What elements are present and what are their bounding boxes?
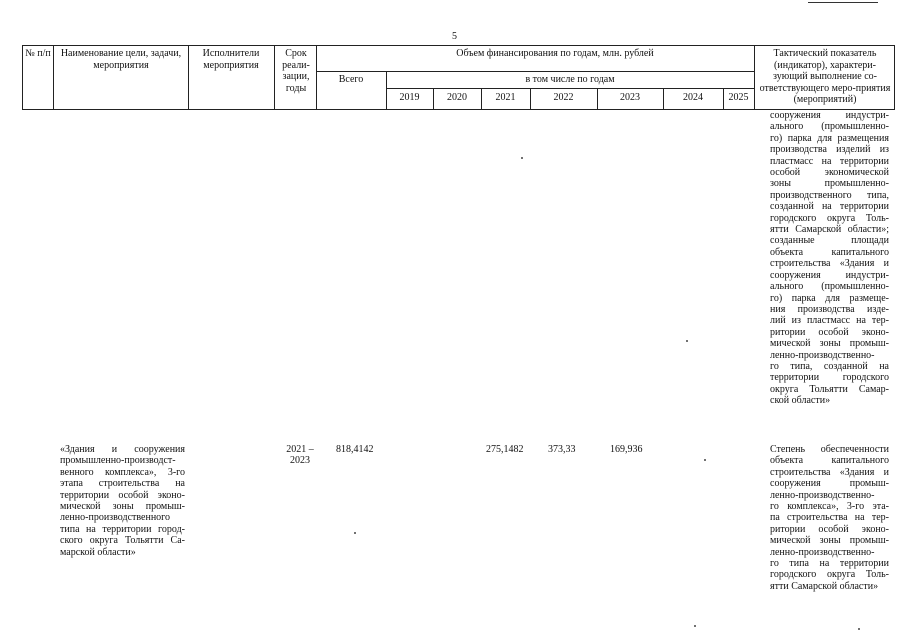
row-indicator-line: ритории особой эконо- [770,523,889,535]
row-indicator-line: строительства «Здания и [770,466,889,478]
row-name-line: венного комплекса», 3-го [60,466,185,478]
continuation-line: территории городского [770,372,889,384]
border-no [53,45,54,109]
continuation-line: сооружения индустри- [770,110,889,121]
header-including: в том числе по годам [525,74,615,85]
indicator-continuation [770,110,889,407]
border-left [22,45,23,109]
continuation-line: особой экономической [770,167,889,179]
years-sub-rule [386,88,754,89]
continuation-line: ритории особой эконо- [770,326,889,338]
scan-speck [704,459,706,461]
row-name-line: ленно-производственного [60,512,171,524]
continuation-line: строительства «Здания и [770,258,889,270]
continuation-line: го) парка для размещения [770,132,889,144]
page-number: 5 [452,31,457,42]
scan-speck [521,157,523,159]
row-value-2022: 373,33 [548,444,576,455]
header-year-2022: 2022 [553,92,574,103]
row-name-line: «Здания и сооружения [60,444,185,455]
continuation-line: ской области» [770,395,831,407]
row-indicator-line: го комплекса», 3-го эта- [770,501,889,513]
row-name-line: ского округа Тольятти Са- [60,535,185,547]
row-indicator-line: городского округа Толь- [770,569,889,581]
header-year-2025: 2025 [728,92,749,103]
header-year-2020: 2020 [447,92,467,103]
row-name-line: территории особой эконо- [60,489,185,501]
row-name-line: мической зоны промыш- [60,501,185,513]
continuation-line: ния производства изде- [770,303,889,315]
border-funding [754,45,755,109]
row-total: 818,4142 [336,444,374,455]
header-year-2019: 2019 [399,92,420,103]
header-year-2024: 2024 [683,92,703,103]
header-no: № п/п [25,48,51,59]
header-bottom-rule [22,109,895,110]
row-indicator-line: ленно-производственно- [770,546,875,558]
header-year-2021: 2021 [495,92,516,103]
row-name-line: типа на территории город- [60,523,185,535]
border-name [188,45,189,109]
funding-sub-rule [316,71,754,72]
continuation-line: ального (промышленно- [770,281,889,293]
continuation-line: ленно-производственно- [770,349,875,361]
continuation-line: го) парка для размеще- [770,292,889,304]
border-exec [274,45,275,109]
header-year-2023: 2023 [620,92,640,103]
border-term [316,45,317,109]
continuation-line: пластмасс на территории [770,155,889,167]
continuation-line: сооружения индустри- [770,269,889,281]
continuation-line: ального (промышленно- [770,121,889,133]
top-edge-line [808,2,878,3]
continuation-line: объекта капитального [770,246,889,258]
row-value-2021: 275,1482 [486,444,524,455]
header-funding: Объем финансирования по годам, млн. рублей [456,48,654,59]
header-name: Наименование цели, задачи, мероприятия [60,48,182,71]
row-indicator-line: мической зоны промыш- [770,535,889,547]
row-term-line: 2021 – [286,444,314,455]
row-term-line: 2023 [290,455,310,467]
row-name-line: этапа строительства на [60,478,185,490]
row-name-line: марской области» [60,546,136,558]
row-name [60,444,185,558]
continuation-line: созданной на территории [770,201,889,213]
scan-speck [354,532,356,534]
row-name-line: промышленно-производст- [60,455,176,467]
continuation-line: городского округа Толь- [770,212,889,224]
continuation-line: мической зоны промыш- [770,338,889,350]
row-indicator-line: сооружения промыш- [770,478,889,490]
border-right [894,45,895,109]
continuation-line: ятти Самарской области»; [770,224,889,236]
row-value-2023: 169,936 [610,444,643,455]
row-indicator [770,444,889,592]
continuation-line: производственного типа, [770,189,889,201]
continuation-line: производства изделий из [770,144,889,156]
row-indicator-line: объекта капитального [770,455,889,467]
continuation-line: лий из пластмасс на тер- [770,315,889,327]
row-indicator-line: Степень обеспеченности [770,444,889,455]
row-term [284,444,316,467]
continuation-line: созданные площади [770,235,889,247]
scan-speck [686,340,688,342]
header-indicator: Тактический показатель (индикатор), характери-зующий выполнение со-ответствующего меро-приятия (мероприятий) [759,48,891,105]
scan-speck [858,628,860,630]
row-indicator-line: ятти Самарской области» [770,580,879,592]
continuation-line: го типа, созданной на [770,360,889,372]
row-indicator-line: ленно-производственно- [770,489,875,501]
scan-speck [694,625,696,627]
header-top-rule [22,45,895,46]
header-term: Срок реали-зации, годы [282,48,310,94]
row-indicator-line: па строительства на тер- [770,512,889,524]
row-indicator-line: го типа на территории [770,558,889,570]
header-executors: Исполнители мероприятия [202,48,260,71]
continuation-line: зоны промышленно- [770,178,889,190]
continuation-line: округа Тольятти Самар- [770,383,889,395]
header-total: Всего [338,74,364,85]
